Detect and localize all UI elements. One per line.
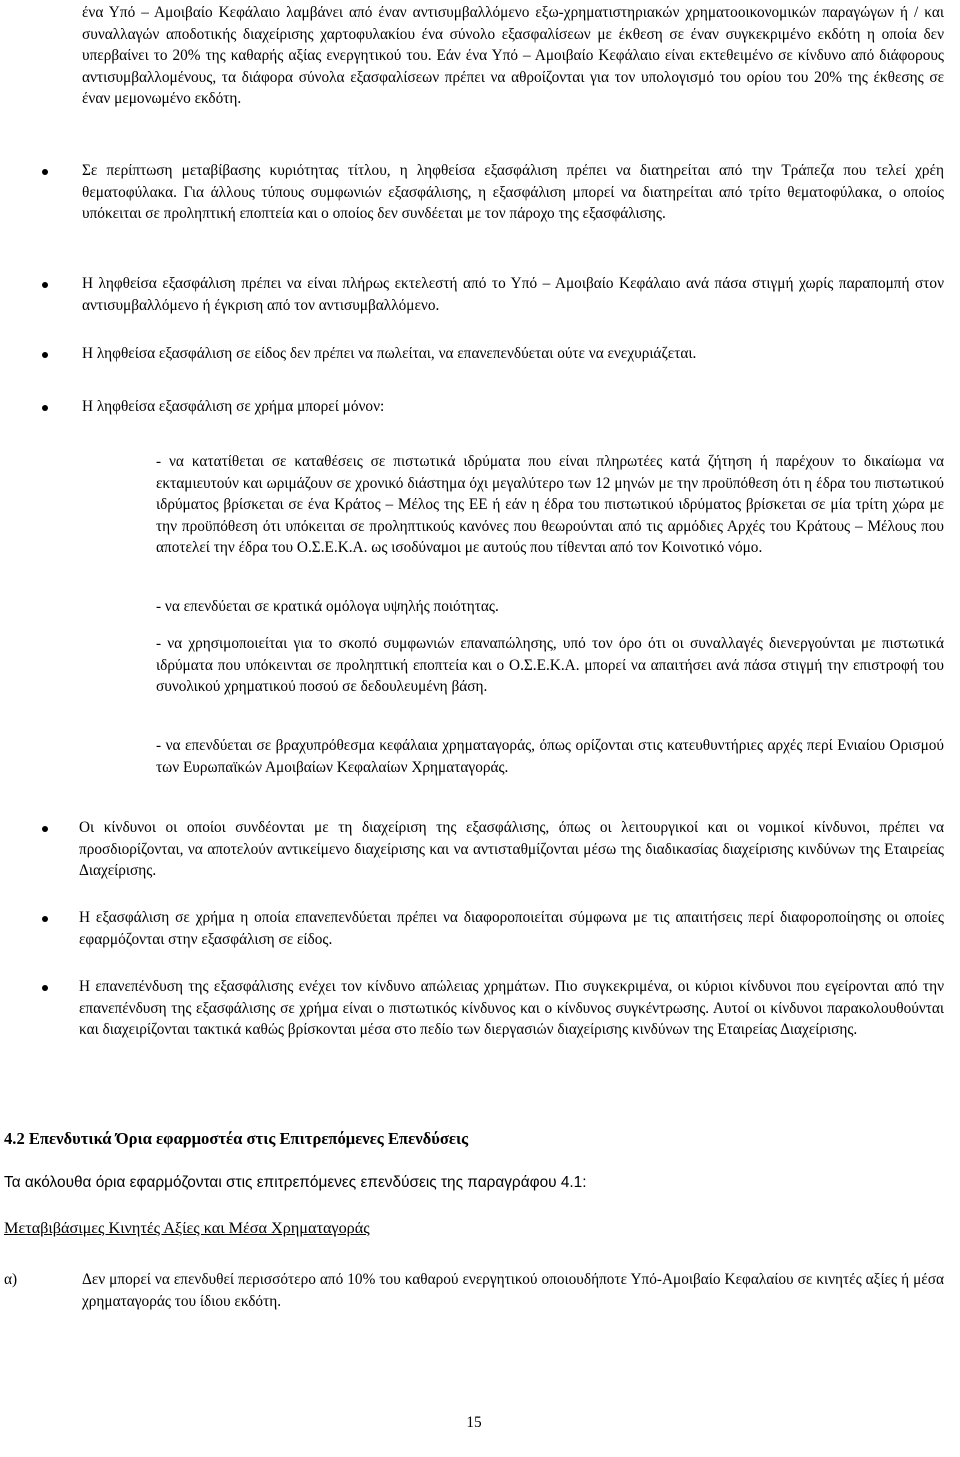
bullet-dot bbox=[42, 826, 48, 832]
bullet-dot bbox=[42, 169, 48, 175]
bullet-dot bbox=[42, 405, 48, 411]
section-heading: 4.2 Επενδυτικά Όρια εφαρμοστέα στις Επιτρεπόμενες Επενδύσεις bbox=[4, 1129, 469, 1148]
bullet-dot bbox=[42, 916, 48, 922]
subsection-title: Μεταβιβάσιμες Κινητές Αξίες και Μέσα Χρηματαγοράς bbox=[4, 1219, 370, 1237]
sub-item: - να επενδύεται σε βραχυπρόθεσμα κεφάλαια χρηματαγοράς, όπως ορίζονται στις κατευθυντήριες αρχές περί Ενιαίου Ορισμού των Ευρωπαϊκών Αμοιβαίων Κεφαλαίων Χρηματαγοράς. bbox=[156, 737, 944, 776]
section-intro: Τα ακόλουθα όρια εφαρμόζονται στις επιτρεπόμενες επενδύσεις της παραγράφου 4.1: bbox=[4, 1174, 587, 1191]
bullet-paragraph: Η επανεπένδυση της εξασφάλισης ενέχει τον κίνδυνο απώλειας χρημάτων. Πιο συγκεκριμένα, οι κύριοι κίνδυνοι που εγείρονται από την επανεπένδυση της εξασφάλισης σε χρήμα είναι ο πιστωτικός κίνδυνος και ο κίνδυνος συγκέντρωσης. Αυτοί οι κίνδυνοι παρακολουθούνται και διαχειρίζονται τακτικά καθώς βρίσκονται μέσα στο πεδίο των διεργασιών διαχείρισης κινδύνων της Εταιρείας Διαχείρισης. bbox=[79, 978, 944, 1039]
bullet-paragraph: Η ληφθείσα εξασφάλιση πρέπει να είναι πλήρως εκτελεστή από το Υπό – Αμοιβαίο Κεφάλαιο ανά πάσα στιγμή χωρίς παραπομπή στον αντισυμβαλλόμενο ή έγκριση από τον αντισυμβαλλόμενο. bbox=[82, 275, 944, 314]
sub-item: - να χρησιμοποιείται για το σκοπό συμφωνιών επαναπώλησης, υπό τον όρο ότι οι συναλλαγές διενεργούνται με πιστωτικά ιδρύματα που υπόκεινται σε προληπτική εποπτεία και ο Ο.Σ.Ε.Κ.Α. μπορεί να απαιτήσει ανά πάσα στιγμή την επιστροφή του συνολικού χρηματικού ποσού σε δεδουλευμένη βάση. bbox=[156, 635, 944, 696]
bullet-paragraph: Σε περίπτωση μεταβίβασης κυριότητας τίτλου, η ληφθείσα εξασφάλιση πρέπει να διατηρείται από την Τράπεζα που τελεί χρέη θεματοφύλακα. Για άλλους τύπους συμφωνιών εξασφάλισης, η εξασφάλιση μπορεί να διατηρείται από τρίτο θεματοφύλακα, ο οποίος υπόκειται σε προληπτική εποπτεία και ο οποίος δεν συνδέεται με τον πάροχο της εξασφάλισης. bbox=[82, 162, 944, 223]
item-text: Δεν μπορεί να επενδυθεί περισσότερο από 10% του καθαρού ενεργητικού οποιουδήποτε Υπό-Αμοιβαίο Κεφαλαίου σε κινητές αξίες ή μέσα χρηματαγοράς του ίδιου εκδότη. bbox=[82, 1271, 944, 1310]
bullet-dot bbox=[42, 985, 48, 991]
bullet-dot bbox=[42, 352, 48, 358]
item-label: α) bbox=[4, 1271, 18, 1288]
bullet-paragraph: Οι κίνδυνοι οι οποίοι συνδέονται με τη διαχείριση της εξασφάλισης, όπως οι λειτουργικοί και οι νομικοί κίνδυνοι, πρέπει να προσδιορίζονται, να αποτελούν αντικείμενο διαχείρισης και να αντισταθμίζονται μέσω της διαδικασίας διαχείρισης κινδύνων της Εταιρείας Διαχείρισης. bbox=[79, 819, 944, 880]
page-number: 15 bbox=[466, 1414, 482, 1431]
bullet-paragraph: Η εξασφάλιση σε χρήμα η οποία επανεπενδύεται πρέπει να διαφοροποιείται σύμφωνα με τις απαιτήσεις περί διαφοροποίησης οι οποίες εφαρμόζονται στην εξασφάλιση σε είδος. bbox=[79, 909, 944, 948]
sub-item: - να κατατίθεται σε καταθέσεις σε πιστωτικά ιδρύματα που είναι πληρωτέες κατά ζήτηση ή παρέχουν το δικαίωμα να εκταμιευτούν και ωριμάζουν σε χρονικό διάστημα όχι μεγαλύτερο των 12 μηνών με την προϋπόθεση ότι η έδρα του πιστωτικού ιδρύματος βρίσκεται σε ένα Κράτος – Μέλος της ΕΕ ή εάν η έδρα του πιστωτικού ιδρύματος βρίσκεται σε μία τρίτη χώρα με την προϋπόθεση ότι υπόκειται σε προληπτικούς κανόνες που θεωρούνται από τις αρμόδιες Αρχές του Κράτους – Μέλους που αποτελεί την έδρα του Ο.Σ.Ε.Κ.Α. ως ισοδύναμοι με αυτούς που τίθενται από τον Κοινοτικό νόμο. bbox=[156, 453, 944, 557]
bullet-paragraph: Η ληφθείσα εξασφάλιση σε είδος δεν πρέπει να πωλείται, να επανεπενδύεται ούτε να ενεχυριάζεται. bbox=[82, 345, 697, 362]
bullet-dot bbox=[42, 282, 48, 288]
sub-item: - να επενδύεται σε κρατικά ομόλογα υψηλής ποιότητας. bbox=[156, 598, 499, 615]
bullet-paragraph: Η ληφθείσα εξασφάλιση σε χρήμα μπορεί μόνον: bbox=[82, 398, 385, 415]
lead-paragraph: ένα Υπό – Αμοιβαίο Κεφάλαιο λαμβάνει από έναν αντισυμβαλλόμενο εξω-χρηματιστηριακών χρηματοοικονομικών παραγώγων ή / και συναλλαγών αποδοτικής διαχείρισης χαρτοφυλακίου ένα σύνολο εξασφαλίσεων με έκθεση σε έναν συγκεκριμένο εκδότη η οποία δεν υπερβαίνει το 20% της καθαρής αξίας ενεργητικού του. Εάν ένα Υπό – Αμοιβαίο Κεφάλαιο είναι εκτεθειμένο σε κίνδυνο από διάφορους αντισυμβαλλομένους, τα διάφορα σύνολα εξασφαλίσεων πρέπει να αθροίζονται για τον υπολογισμό του ορίου του 20% της έκθεσης σε έναν μεμονωμένο εκδότη. bbox=[82, 4, 944, 108]
